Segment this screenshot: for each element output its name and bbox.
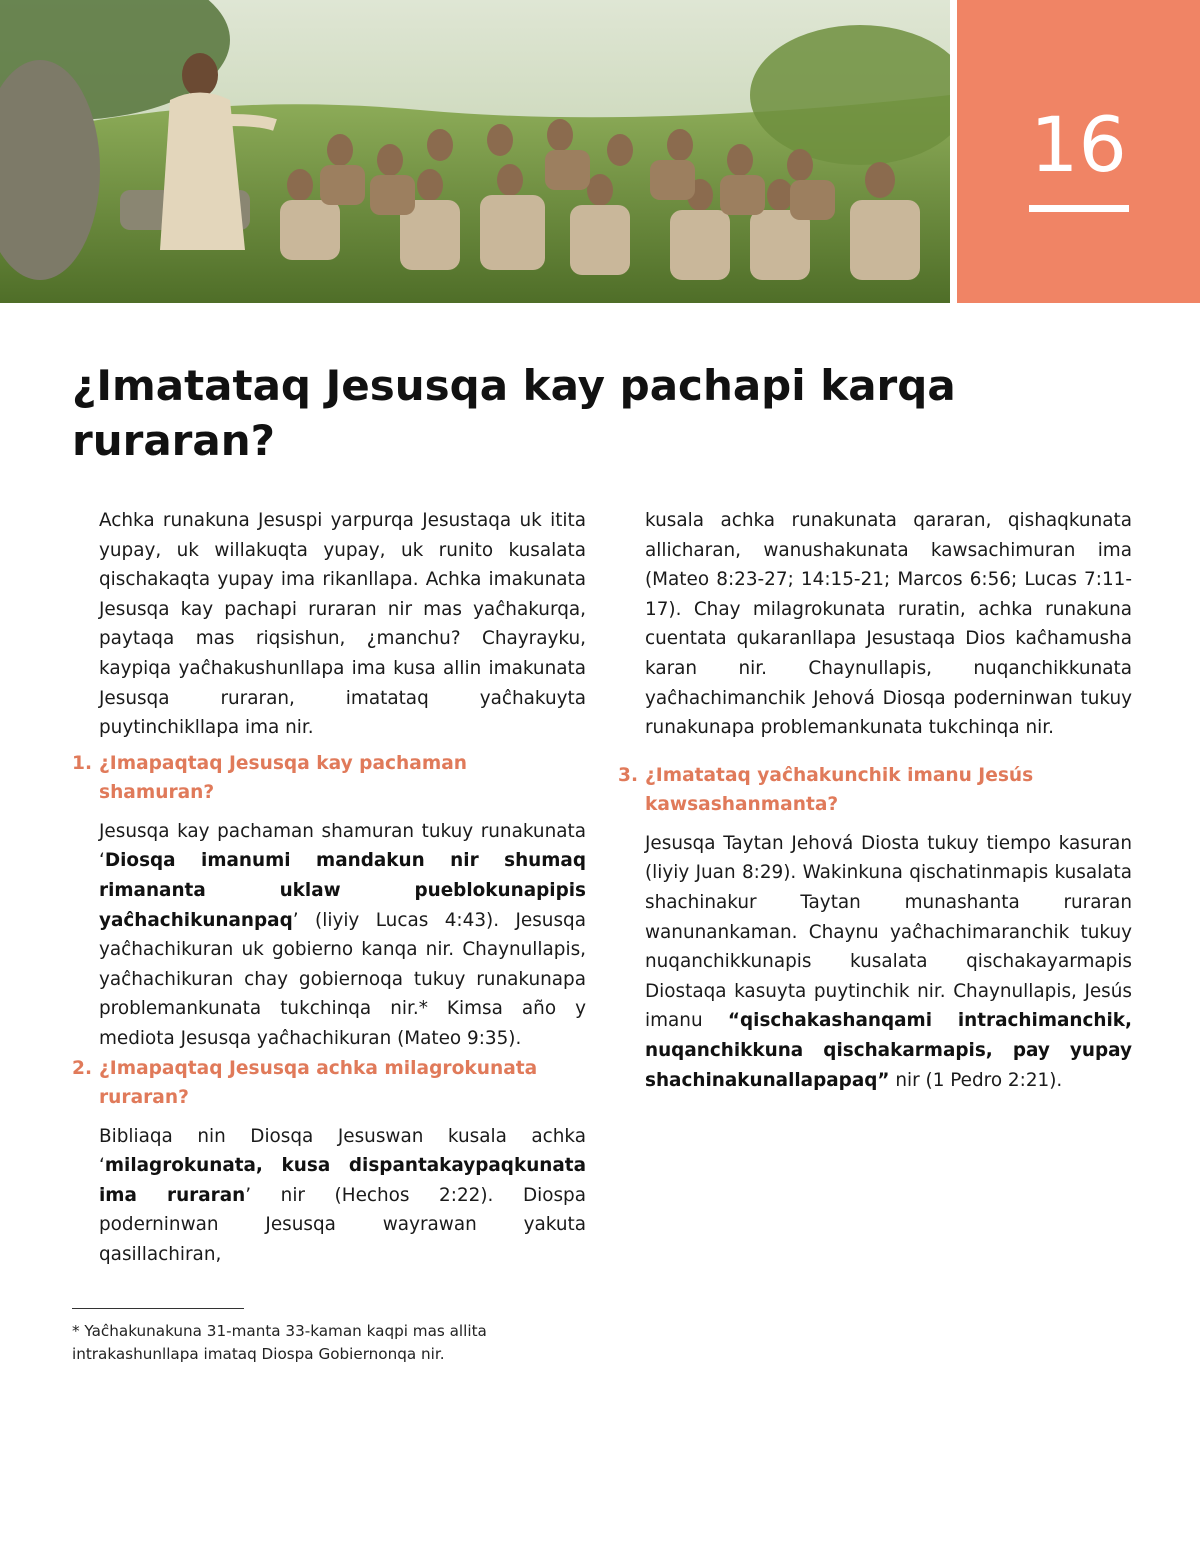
badge-underline (1029, 205, 1129, 212)
lesson-number: 16 (1030, 100, 1127, 189)
answer-3-quote: “qischakashanqami intrachimanchik, nuqanchikkuna qischakarmapis, pay yupay shachinakunallapapaq” (645, 1010, 1132, 1091)
jesus-teaching-crowd-photo (0, 0, 950, 303)
page-title: ¿Imatataq Jesusqa kay pachapi karqa ruraran? (72, 361, 956, 465)
question-3-text: ¿Imatataq yaĉhakunchik imanu Jesús kawsashanmanta? (645, 764, 1034, 815)
question-2-text: ¿Imapaqtaq Jesusqa achka milagrokunata ruraran? (99, 1057, 538, 1108)
intro-paragraph: Achka runakuna Jesuspi yarpurqa Jesustaqa uk itita yupay, uk willakuqta yupay, uk runito kusalata qischakaqta yupay ima rikanllapa. Achka imakunata Jesusqa kay pachapi ruraran nir mas yaĉhakurqa, paytaqa mas riqsishun, ¿manchu? Chayrayku, kaypiqa yaĉhakushunllapa ima kusa allin imakunata Jesusqa ruraran, imatataq yaĉhakuyta puytinchikllapa ima nir. (99, 510, 586, 739)
hero-image (0, 0, 950, 303)
question-3-number: 3. (618, 764, 639, 786)
answer-2-quote: milagrokunata, kusa dispantakaypaqkunata ima ruraran (99, 1155, 586, 1206)
answer-2-paragraph: Bibliaqa nin Diosqa Jesuswan kusala achka ‘milagrokunata, kusa dispantakaypaqkunata ima ruraran’ nir (Hechos 2:22). Diospa poderninwan Jesusqa wayrawan yakuta qasillachiran, (99, 1125, 586, 1265)
question-2-number: 2. (72, 1057, 93, 1079)
footnote: * Yaĉhakunakuna 31-manta 33-kaman kaqpi mas allita intrakashunllapa imataq Diospa Gobiernonqa nir. (72, 1322, 487, 1363)
left-column (72, 506, 586, 1269)
question-1-number: 1. (72, 752, 93, 774)
question-1 (72, 749, 586, 807)
question-3 (618, 761, 1132, 819)
lesson-number-badge (957, 0, 1200, 303)
answer-1-paragraph: Jesusqa kay pachaman shamuran tukuy runakunata ‘Diosqa imanumi mandakun nir shumaq rimananta uklaw pueblokunapipis yaĉhachikunanpaq’ (liyiy Lucas 4:43). Jesusqa yaĉhachikuran uk gobierno kanqa nir. Chaynullapis, yaĉhachikuran chay gobiernoqa tukuy runakunapa problemankunata tukchinqa nir.* Kimsa año y mediota Jesusqa yaĉhachikuran (Mateo 9:35). (99, 820, 586, 1049)
footnote-divider (72, 1308, 244, 1309)
answer-1-quote: Diosqa imanumi mandakun nir shumaq rimananta uklaw pueblokunapipis yaĉhachikunanpaq (99, 850, 586, 931)
question-1-text: ¿Imapaqtaq Jesusqa kay pachaman shamuran? (99, 752, 467, 803)
answer-3-paragraph: Jesusqa Taytan Jehová Diosta tukuy tiempo kasuran (liyiy Juan 8:29). Wakinkuna qischatinmapis kusalata shachinakur Taytan munashanta ruraran wanunankaman. Chaynu yaĉhachimaranchik tukuy nuqanchikkunapis kusalata qischakayarmapis Diostaqa kasuyta puytinchik nir. Chaynullapis, Jesús imanu “qischakashanqami intrachimanchik, nuqanchikkuna qischakarmapis, pay yupay shachinakunallapapaq” nir (1 Pedro 2:21). (645, 832, 1132, 1091)
right-column (618, 506, 1132, 1095)
question-2 (72, 1054, 586, 1112)
answer-2-continued: kusala achka runakunata qararan, qishaqkunata allicharan, wanushakunata kawsachimuran ima (Mateo 8:23-27; 14:15-21; Marcos 6:56; Lucas 7:11-17). Chay milagrokunata ruratin, achka runakuna cuentata qukaranllapa Jesustaqa Dios kaĉhamusha karan nir. Chaynullapis, nuqanchikkunata yaĉhachimanchik Jehová Diosqa poderninwan tukuy runakunapa problemankunata tukchinqa nir. (645, 510, 1132, 739)
